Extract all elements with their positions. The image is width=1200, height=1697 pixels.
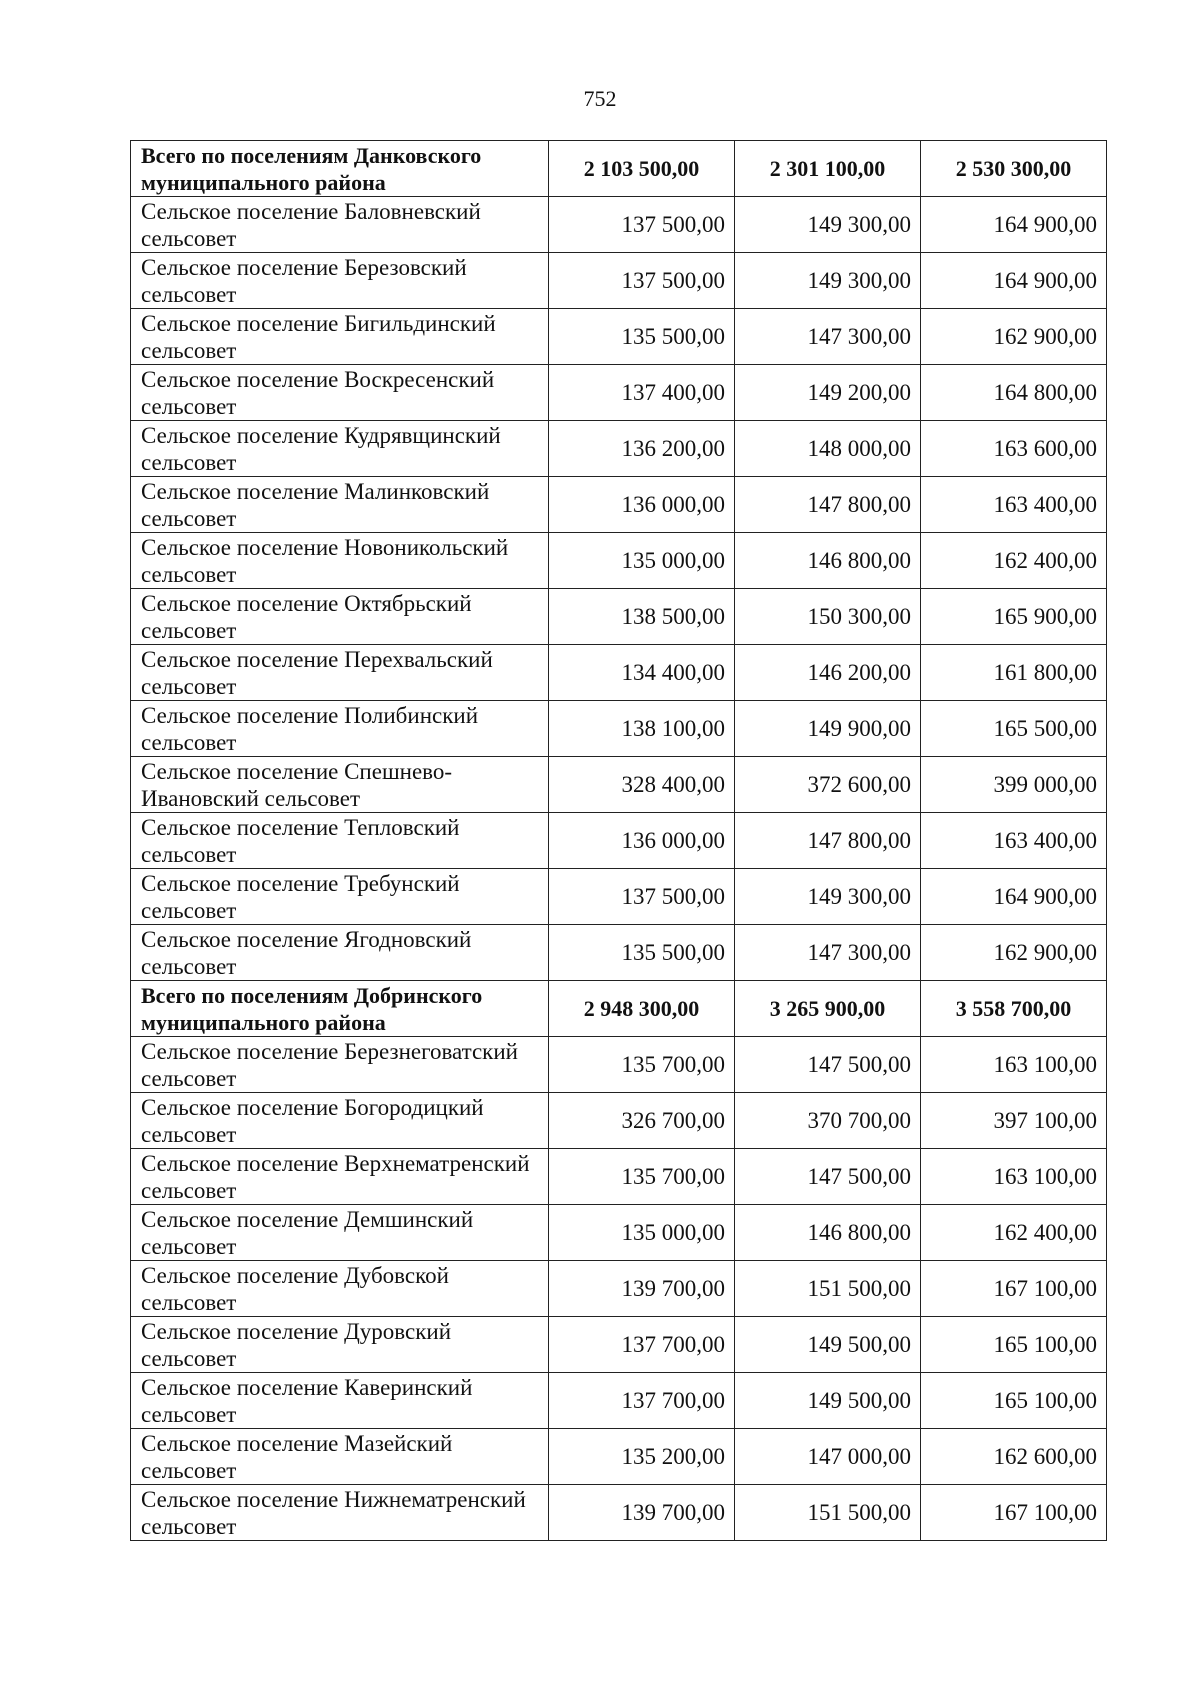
settlement-name-cell: Сельское поселение Тепловский сельсовет [131,813,549,869]
value-cell-year-2: 372 600,00 [735,757,921,813]
value-cell-year-1: 134 400,00 [549,645,735,701]
value-cell-year-1: 2 103 500,00 [549,141,735,197]
value-cell-year-3: 162 400,00 [921,533,1107,589]
table-row [131,1037,1107,1093]
value-cell-year-3: 164 900,00 [921,253,1107,309]
table-row [131,1093,1107,1149]
value-cell-year-1: 135 500,00 [549,309,735,365]
settlements-budget-table [130,140,1107,1541]
value-cell-year-1: 136 000,00 [549,477,735,533]
table-row [131,253,1107,309]
table-row [131,1261,1107,1317]
value-cell-year-2: 149 300,00 [735,869,921,925]
value-cell-year-3: 164 900,00 [921,869,1107,925]
settlement-name-cell: Всего по поселениям Добринского муниципального района [131,981,549,1037]
value-cell-year-3: 162 900,00 [921,925,1107,981]
value-cell-year-1: 139 700,00 [549,1485,735,1541]
value-cell-year-2: 147 800,00 [735,477,921,533]
table-row [131,1205,1107,1261]
settlement-name-cell: Сельское поселение Демшинский сельсовет [131,1205,549,1261]
table-row [131,197,1107,253]
value-cell-year-2: 151 500,00 [735,1485,921,1541]
table-row [131,421,1107,477]
value-cell-year-3: 399 000,00 [921,757,1107,813]
value-cell-year-1: 137 500,00 [549,253,735,309]
table-row [131,1485,1107,1541]
value-cell-year-3: 165 100,00 [921,1373,1107,1429]
table-row [131,813,1107,869]
value-cell-year-2: 150 300,00 [735,589,921,645]
table-row [131,701,1107,757]
value-cell-year-1: 328 400,00 [549,757,735,813]
value-cell-year-2: 146 800,00 [735,533,921,589]
value-cell-year-3: 163 400,00 [921,813,1107,869]
settlement-name-cell: Сельское поселение Кудрявщинский сельсовет [131,421,549,477]
district-total-row [131,141,1107,197]
value-cell-year-2: 146 800,00 [735,1205,921,1261]
settlement-name-cell: Сельское поселение Мазейский сельсовет [131,1429,549,1485]
value-cell-year-1: 136 000,00 [549,813,735,869]
value-cell-year-1: 137 700,00 [549,1373,735,1429]
table-body [131,141,1107,1541]
settlement-name-cell: Сельское поселение Октябрьский сельсовет [131,589,549,645]
settlement-name-cell: Сельское поселение Верхнематренский сельсовет [131,1149,549,1205]
value-cell-year-3: 161 800,00 [921,645,1107,701]
value-cell-year-2: 149 200,00 [735,365,921,421]
value-cell-year-3: 162 900,00 [921,309,1107,365]
table-row [131,925,1107,981]
settlement-name-cell: Сельское поселение Нижнематренский сельсовет [131,1485,549,1541]
value-cell-year-2: 147 800,00 [735,813,921,869]
value-cell-year-1: 135 000,00 [549,533,735,589]
table-row [131,1373,1107,1429]
value-cell-year-1: 326 700,00 [549,1093,735,1149]
table-row [131,1317,1107,1373]
value-cell-year-1: 135 000,00 [549,1205,735,1261]
value-cell-year-3: 164 900,00 [921,197,1107,253]
value-cell-year-3: 165 100,00 [921,1317,1107,1373]
value-cell-year-3: 167 100,00 [921,1261,1107,1317]
table-row [131,1149,1107,1205]
value-cell-year-1: 138 100,00 [549,701,735,757]
table-row [131,365,1107,421]
value-cell-year-1: 137 500,00 [549,197,735,253]
value-cell-year-1: 135 200,00 [549,1429,735,1485]
value-cell-year-2: 147 500,00 [735,1149,921,1205]
settlement-name-cell: Сельское поселение Спешнево-Ивановский сельсовет [131,757,549,813]
value-cell-year-3: 164 800,00 [921,365,1107,421]
settlement-name-cell: Сельское поселение Баловневский сельсовет [131,197,549,253]
value-cell-year-3: 162 600,00 [921,1429,1107,1485]
settlement-name-cell: Сельское поселение Новоникольский сельсовет [131,533,549,589]
settlement-name-cell: Сельское поселение Полибинский сельсовет [131,701,549,757]
page-number: 752 [583,86,617,111]
table-row [131,477,1107,533]
value-cell-year-1: 137 400,00 [549,365,735,421]
table-row [131,645,1107,701]
value-cell-year-2: 146 200,00 [735,645,921,701]
value-cell-year-2: 149 300,00 [735,197,921,253]
value-cell-year-2: 3 265 900,00 [735,981,921,1037]
value-cell-year-1: 137 500,00 [549,869,735,925]
value-cell-year-3: 163 600,00 [921,421,1107,477]
value-cell-year-2: 147 000,00 [735,1429,921,1485]
table-row [131,309,1107,365]
table-row [131,589,1107,645]
value-cell-year-2: 149 300,00 [735,253,921,309]
value-cell-year-2: 149 500,00 [735,1373,921,1429]
value-cell-year-2: 147 500,00 [735,1037,921,1093]
value-cell-year-1: 139 700,00 [549,1261,735,1317]
value-cell-year-3: 163 100,00 [921,1149,1107,1205]
settlement-name-cell: Сельское поселение Богородицкий сельсовет [131,1093,549,1149]
table-row [131,1429,1107,1485]
value-cell-year-2: 148 000,00 [735,421,921,477]
settlement-name-cell: Сельское поселение Ягодновский сельсовет [131,925,549,981]
value-cell-year-3: 163 400,00 [921,477,1107,533]
settlement-name-cell: Сельское поселение Дубовской сельсовет [131,1261,549,1317]
value-cell-year-2: 370 700,00 [735,1093,921,1149]
value-cell-year-3: 167 100,00 [921,1485,1107,1541]
value-cell-year-2: 2 301 100,00 [735,141,921,197]
value-cell-year-1: 138 500,00 [549,589,735,645]
value-cell-year-2: 147 300,00 [735,925,921,981]
settlement-name-cell: Сельское поселение Дуровский сельсовет [131,1317,549,1373]
value-cell-year-1: 135 700,00 [549,1149,735,1205]
settlement-name-cell: Всего по поселениям Данковского муниципального района [131,141,549,197]
settlement-name-cell: Сельское поселение Требунский сельсовет [131,869,549,925]
value-cell-year-2: 147 300,00 [735,309,921,365]
value-cell-year-3: 162 400,00 [921,1205,1107,1261]
value-cell-year-3: 397 100,00 [921,1093,1107,1149]
value-cell-year-1: 135 500,00 [549,925,735,981]
value-cell-year-2: 151 500,00 [735,1261,921,1317]
value-cell-year-1: 135 700,00 [549,1037,735,1093]
value-cell-year-3: 165 900,00 [921,589,1107,645]
settlement-name-cell: Сельское поселение Березовский сельсовет [131,253,549,309]
value-cell-year-3: 2 530 300,00 [921,141,1107,197]
value-cell-year-3: 3 558 700,00 [921,981,1107,1037]
settlement-name-cell: Сельское поселение Березнеговатский сельсовет [131,1037,549,1093]
value-cell-year-1: 137 700,00 [549,1317,735,1373]
district-total-row [131,981,1107,1037]
table-row [131,869,1107,925]
value-cell-year-2: 149 500,00 [735,1317,921,1373]
table-row [131,533,1107,589]
value-cell-year-2: 149 900,00 [735,701,921,757]
settlement-name-cell: Сельское поселение Бигильдинский сельсовет [131,309,549,365]
table-row [131,757,1107,813]
settlement-name-cell: Сельское поселение Воскресенский сельсовет [131,365,549,421]
settlement-name-cell: Сельское поселение Перехвальский сельсовет [131,645,549,701]
value-cell-year-1: 136 200,00 [549,421,735,477]
settlement-name-cell: Сельское поселение Малинковский сельсовет [131,477,549,533]
value-cell-year-3: 165 500,00 [921,701,1107,757]
value-cell-year-3: 163 100,00 [921,1037,1107,1093]
value-cell-year-1: 2 948 300,00 [549,981,735,1037]
settlement-name-cell: Сельское поселение Каверинский сельсовет [131,1373,549,1429]
